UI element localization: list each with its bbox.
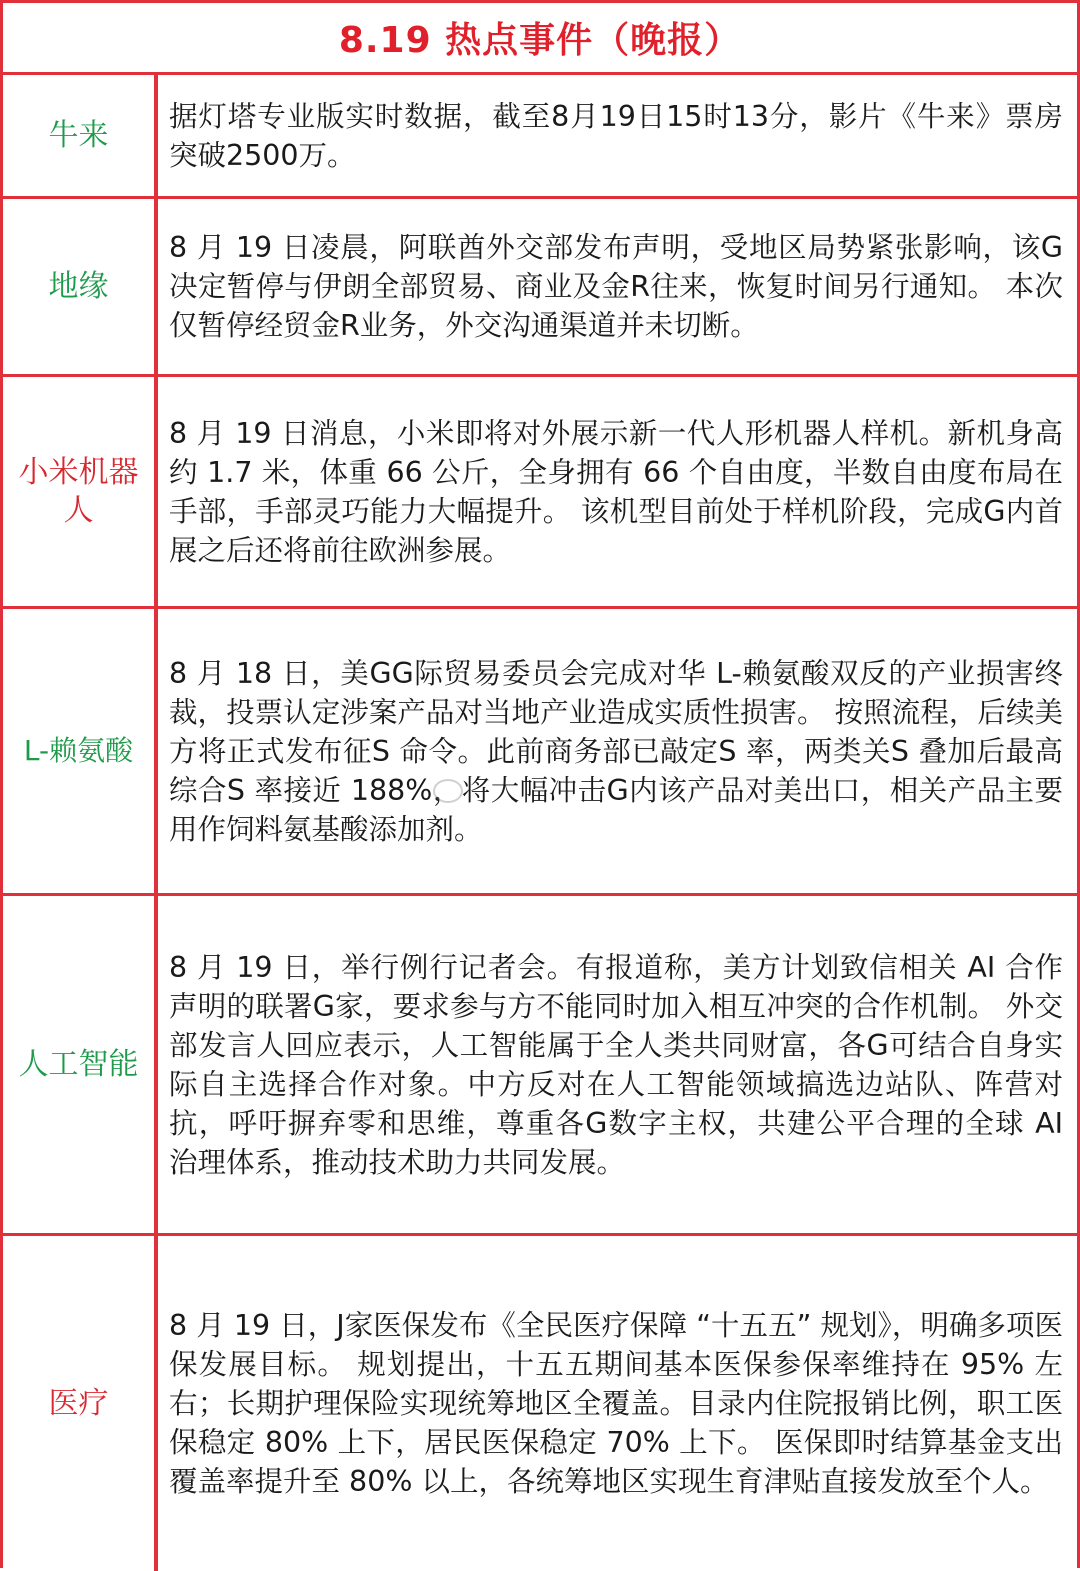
table-row-geopolitics — [3, 199, 1077, 377]
table-row-xiaomi-robot — [3, 377, 1077, 609]
table-row-medical — [3, 1236, 1077, 1571]
page-title: 8.19 热点事件（晚报） — [338, 20, 742, 61]
row-content-text: 8 月 19 日凌晨，阿联酋外交部发布声明，受地区局势紧张影响，该G决定暂停与伊朗全部贸易、商业及金R往来，恢复时间另行通知。 本次仅暂停经贸金R业务，外交沟通渠道并未切断。 — [169, 231, 1063, 342]
row-label: 人工智能 — [3, 896, 158, 1233]
row-content-text: 8 月 19 日，J家医保发布《全民医疗保障 “十五五” 规划》，明确多项医保发展目标。 规划提出，十五五期间基本医保参保率维持在 95% 左右；长期护理保险实现统筹地区全覆盖。目录内住院报销比例，职工医保稳定 80% 上下，居民医保稳定 70% 上下。 医保即时结算基金支出覆盖率提升至 80% 以上，各统筹地区实现生育津贴直接发放至个人。 — [169, 1309, 1063, 1498]
row-label: 牛来 — [3, 75, 158, 196]
row-content-text: 8 月 19 日消息，小米即将对外展示新一代人形机器人样机。新机身高约 1.7 米，体重 66 公斤，全身拥有 66 个自由度，半数自由度布局在手部，手部灵巧能力大幅提升。 该机型目前处于样机阶段，完成G内首展之后还将前往欧洲参展。 — [169, 416, 1063, 567]
row-content — [158, 609, 1077, 893]
row-label: 小米机器人 — [3, 377, 158, 606]
table-row-ai — [3, 896, 1077, 1236]
row-content — [158, 199, 1077, 374]
row-content — [158, 377, 1077, 606]
row-content — [158, 1236, 1077, 1571]
table-row-niulai — [3, 75, 1077, 199]
row-content — [158, 896, 1077, 1233]
row-label: 地缘 — [3, 199, 158, 374]
row-label: 医疗 — [3, 1236, 158, 1571]
table-row-lysine — [3, 609, 1077, 896]
row-content-text: 据灯塔专业版实时数据，截至8月19日15时13分，影片《牛来》票房突破2500万。 — [169, 99, 1063, 172]
row-content — [158, 75, 1077, 196]
row-content-text: 8 月 19 日，举行例行记者会。有报道称，美方计划致信相关 AI 合作声明的联署G家，要求参与方不能同时加入相互冲突的合作机制。 外交部发言人回应表示，人工智能属于全人类共同财富，各G可结合自身实际自主选择合作对象。中方反对在人工智能领域搞选边站队、阵营对抗，呼吁摒弃零和思维，尊重各G数字主权，共建公平合理的全球 AI 治理体系，推动技术助力共同发展。 — [169, 950, 1063, 1179]
title-bar — [3, 3, 1077, 75]
row-label: L-赖氨酸 — [3, 609, 158, 893]
row-content-text: 8 月 18 日，美GG际贸易委员会完成对华 L-赖氨酸双反的产业损害终裁，投票认定涉案产品对当地产业造成实质性损害。 按照流程，后续美方将正式发布征S 命令。此前商务部已敲定S 率，两类关S 叠加后最高综合S 率接近 188%，将大幅冲击G内该产品对美出口，相关产品主要用作饲料氨基酸添加剂。 — [169, 656, 1063, 846]
